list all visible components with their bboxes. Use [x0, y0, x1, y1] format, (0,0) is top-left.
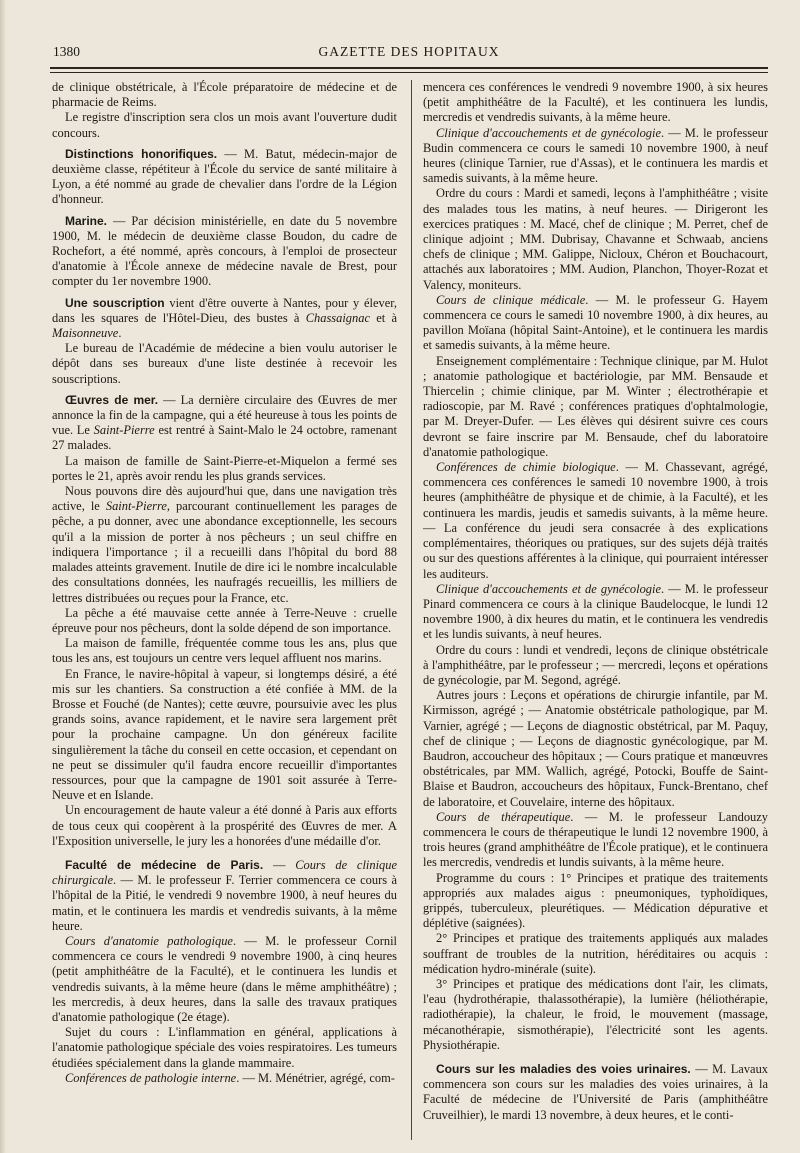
paragraph: La maison de famille de Saint-Pierre-et-Miquelon a fermé ses portes le 21, après avoir rendu les plus grands services.	[52, 453, 397, 483]
news-item-oeuvres-de-mer: Œuvres de mer. — La dernière circulaire des Œuvres de mer annonce la fin de la campagne, qui a été heureuse à tous les points de vue. Le Saint-Pierre est rentré à Saint-Malo le 24 octobre, ramenant 27 malades.	[52, 392, 398, 453]
page-edge-shadow	[0, 0, 6, 1153]
paragraph: Cours de thérapeutique. — M. le professeur Landouzy commencera le cours de thérapeutique le lundi 12 novembre 1900, à trois heures (grand amphithéâtre de l'École pratique), et le continuera les mercredis, vendredis et lundis suivants, à la même heure.	[423, 809, 768, 870]
paragraph: de clinique obstétricale, à l'École préparatoire de médecine et de pharmacie de Reims.	[52, 80, 397, 110]
paragraph: Sujet du cours : L'inflammation en général, applications à l'anatomie pathologique spéciale des voies respiratoires. Les tumeurs étudiées spécialement dans la glande mammaire.	[52, 1025, 397, 1070]
paragraph: Cours d'anatomie pathologique. — M. le professeur Cornil commencera ce cours le vendredi 9 novembre 1900, à cinq heures (petit amphithéâtre de la Faculté), et le continuera les lundis et vendredis suivants, à la même heure (dans le même amphithéâtre) ; les mercredis, à deux heures, dans la salle des travaux pratiques d'anatomie pathologique (2e étage).	[52, 933, 398, 1024]
news-item-voies-urinaires: Cours sur les maladies des voies urinaires. — M. Lavaux commencera son cours sur les maladies des voies urinaires, à la Faculté de médecine de l'Université de Paris (amphithéâtre Cruveilhier), le mardi 13 novembre, à deux heures, et le conti-	[423, 1062, 769, 1122]
item-heading: Marine.	[65, 213, 108, 228]
paragraph: Programme du cours : 1° Principes et pratique des traitements appropriés aux malades aigus : pneumoniques, typhoïdiques, grippés, tuberculeux, pleurétiques. — Médication dépurative et déplétive (saignées).	[423, 870, 768, 931]
news-item-souscription: Une souscription vient d'être ouverte à Nantes, pour y élever, dans les squares de l'Hôtel-Dieu, des bustes à Chassaignac et à Maisonneuve.	[52, 295, 398, 341]
running-title: GAZETTE DES HOPITAUX	[318, 44, 500, 59]
item-heading: Distinctions honorifiques.	[65, 146, 218, 161]
paragraph: 2° Principes et pratique des traitements appliqués aux malades souffrant de troubles de la nutrition, héréditaires ou acquis : médication hydro-minérale (suite).	[423, 931, 768, 976]
paragraph: Conférences de pathologie interne. — M. Ménétrier, agrégé, com-	[65, 1070, 395, 1085]
paragraph: Un encouragement de haute valeur a été donné à Paris aux efforts de tous ceux qui coopèrent à la prospérité des Œuvres de mer. A l'Exposition universelle, le jury les a honorées d'une médaille d'or.	[52, 803, 397, 848]
paragraph: Ordre du cours : lundi et vendredi, leçons de clinique obstétricale à l'amphithéâtre, par le professeur ; — mercredi, leçons et opérations de gynécologie, par M. Segond, agrégé.	[423, 642, 768, 687]
paragraph: Le bureau de l'Académie de médecine a bien voulu autoriser le dépôt dans ses bureaux d'une liste destinée à recevoir les souscriptions.	[52, 341, 397, 386]
left-column	[52, 80, 397, 1086]
paragraph: La maison de famille, fréquentée comme tous les ans, plus que tous les ans, est toujours un centre vers lequel affluent nos marins.	[52, 636, 397, 666]
paragraph: Clinique d'accouchements et de gynécologie. — M. le professeur Pinard commencera ce cours à la clinique Baudelocque, le lundi 12 novembre 1900, à dix heures du matin, et le continuera les vendredis et les lundis suivants, à neuf heures.	[423, 581, 768, 642]
news-item-distinctions: Distinctions honorifiques. — M. Batut, médecin-major de deuxième classe, répétiteur à l'École du service de santé militaire à Lyon, a été nommé au grade de chevalier dans l'ordre de la Légion d'honneur.	[52, 146, 397, 207]
right-column	[423, 80, 768, 1123]
item-heading: Cours sur les maladies des voies urinaires.	[436, 1062, 691, 1076]
paragraph: Autres jours : Leçons et opérations de chirurgie infantile, par M. Kirmisson, agrégé ; — Anatomie obstétricale pathologique, par M. Varnier, agrégé ; — Leçons de diagnostic obstétrical, par M. Paquy, chef de clinique ; — Leçons de diagnostic gynécologique, par M. Baudron, accoucheur des hôpitaux ; — Cours pratique et manœuvres obstétricales, par MM. Wallich, agrégé, Potocki, Bouffe de Saint-Blaise et Baudron, accoucheurs des hôpitaux, Funck-Brentano, chef de laboratoire, et Couvelaire, interne des hôpitaux.	[423, 688, 768, 809]
header-rule-thick	[50, 67, 768, 69]
paragraph: Nous pouvons dire dès aujourd'hui que, dans une navigation très active, le Saint-Pierre, parcourant continuellement les parages de pêche, a pu donner, avec une abondance exceptionnelle, les secours qu'il a la mission de porter à nos pêcheurs ; un seul chiffre en indiquera l'importance ; il a recueilli dans l'hôpital du bord 88 malades atteints gravement. Inutile de dire ici le nombre incalculable des consultations données, les naufragés recueillis, les milliers de lettres distribuées ou reçues pour la France, etc.	[52, 484, 397, 605]
paragraph: Le registre d'inscription sera clos un mois avant l'ouverture dudit concours.	[52, 110, 397, 140]
header-rule-thin	[50, 72, 768, 73]
paragraph: Clinique d'accouchements et de gynécologie. — M. le professeur Budin commencera ce cours le samedi 10 novembre 1900, à neuf heures (clinique Tarnier, rue d'Assas), et le continuera les mardis et samedis suivants, à la même heure.	[423, 125, 768, 186]
paragraph: Enseignement complémentaire : Technique clinique, par M. Hulot ; anatomie pathologique et bactériologie, par MM. Bensaude et Thiercelin ; chimie clinique, par M. Winter ; électrothérapie et radioscopie, par M. Ravé ; conférences pratiques d'ophtalmologie, par M. Dreyer-Dufer. — Les élèves qui désirent suivre ces cours devront se faire inscrire par M. Bensaude, chef du laboratoire d'anatomie pathologique.	[423, 353, 768, 459]
paragraph: 3° Principes et pratique des médications dont l'air, les climats, l'eau (hydrothérapie, thalassothérapie), la lumière (héliothérapie, radiothérapie), la chaleur, le froid, le mouvement (massage, mécanothérapie, sismothérapie), l'électricité sont les agents. Physiothérapie.	[423, 976, 768, 1052]
paragraph: Conférences de chimie biologique. — M. Chassevant, agrégé, commencera ces conférences le samedi 10 novembre 1900, à trois heures (amphithéâtre de physique et de chimie, à la Faculté), et les continuera les mardis, jeudis et samedis suivants, à la même heure. — La conférence du jeudi sera consacrée à des explications complémentaires, théoriques ou pratiques, sur des sujets déjà traités ou sur des questions afférentes à la clinique, qui pourraient intéresser les auditeurs.	[423, 460, 768, 581]
item-heading: Faculté de médecine de Paris.	[65, 857, 264, 872]
item-heading: Une souscription	[65, 295, 165, 310]
news-item-faculte: Faculté de médecine de Paris. — Cours de clinique chirurgicale. — M. le professeur F. Terrier commencera ce cours à l'hôpital de la Pitié, le vendredi 9 novembre 1900, à neuf heures du matin, et le continuera les mardis et vendredis suivants, à la même heure.	[52, 857, 397, 933]
paragraph: mencera ces conférences le vendredi 9 novembre 1900, à six heures (petit amphithéâtre de la Faculté), et les continuera les lundis, mercredis et vendredis suivants, à la même heure.	[423, 80, 768, 125]
paragraph: Ordre du cours : Mardi et samedi, leçons à l'amphithéâtre ; visite des malades tous les matins, à neuf heures. — Dirigeront les exercices pratiques : M. Macé, chef de clinique ; M. Perret, chef de clinique adjoint ; MM. Dubrisay, Chavanne et Schwaab, anciens chefs de clinique ; MM. Galippe, Nicloux, Chéron et Bouchacourt, attachés aux laboratoires ; MM. Audion, Planchon, Thoyer-Rozat et Valency, moniteurs.	[423, 186, 768, 292]
page-header	[50, 44, 768, 66]
news-item-marine: Marine. — Par décision ministérielle, en date du 5 novembre 1900, M. le médecin de deuxième classe Boudon, du cadre de Rochefort, a été nommé, après concours, à l'emploi de prosecteur d'anatomie à l'École annexe de médecine navale de Brest, pour compter du 1er novembre 1900.	[52, 213, 397, 289]
page-number: 1380	[53, 44, 80, 59]
paragraph: Cours de clinique médicale. — M. le professeur G. Hayem commencera ce cours le samedi 10 novembre 1900, à dix heures, au pavillon Moïana (hôpital Saint-Antoine), et le continuera les mardis et samedis suivants, à la même heure.	[423, 292, 768, 353]
item-heading: Œuvres de mer.	[65, 392, 159, 407]
column-divider	[411, 80, 412, 1140]
paragraph: En France, le navire-hôpital à vapeur, si longtemps désiré, a été mis sur les chantiers. Sa construction a été confiée à MM. de la Brosse et Fouché (de Nantes); cette œuvre, poursuivie avec les plus grands soins, avance rapidement, et le navire sera largement prêt pour la prochaine campagne. Un don généreux facilite singulièrement la tâche du conseil en cette occasion, et cependant on ne peut se dissimuler qu'il faudra encore recueillir d'importantes ressources, pour que la campagne de 1901 soit assurée à Terre-Neuve et en Islande.	[52, 666, 397, 803]
paragraph: La pêche a été mauvaise cette année à Terre-Neuve : cruelle épreuve pour nos pêcheurs, dont la solde dépend de son importance.	[52, 605, 397, 635]
